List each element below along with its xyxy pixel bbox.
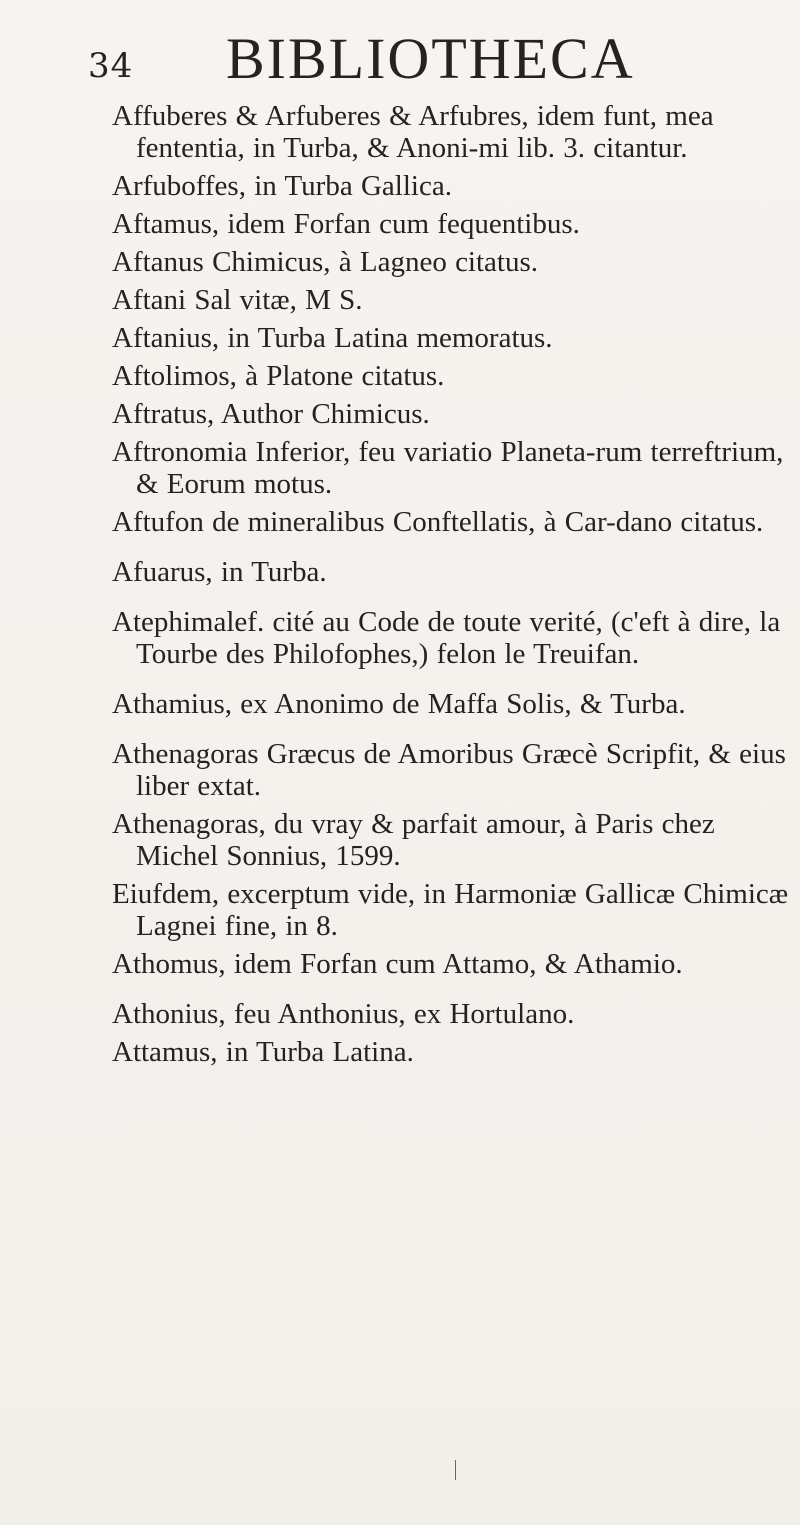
entry-arfuboffes: Arfuboffes, in Turba Gallica. — [112, 170, 452, 202]
running-head: BIBLIOTHECA — [226, 26, 635, 91]
entry-athenagoras-amour: Athenagoras, du vray & parfait amour, à Paris chez Michel Sonnius, 1599. — [112, 808, 715, 872]
entry-athomus: Athomus, idem Forfan cum Attamo, & Athamio. — [112, 948, 683, 980]
entry-eiufdem: Eiufdem, excerptum vide, in Harmoniæ Gallicæ Chimicæ Lagnei fine, in 8. — [112, 878, 789, 942]
printer-mark — [455, 1460, 456, 1480]
entry-aftamus: Aftamus, idem Forfan cum fequentibus. — [112, 208, 580, 240]
entry-aftratus: Aftratus, Author Chimicus. — [112, 398, 430, 430]
entry-athonius: Athonius, feu Anthonius, ex Hortulano. — [112, 998, 575, 1030]
entry-atephimalef: Atephimalef. cité au Code de toute verité, (c'eft à dire, la Tourbe des Philofophes,) felon le Treuifan. — [112, 606, 781, 670]
page-header — [88, 28, 728, 98]
entry-aftufon: Aftufon de mineralibus Conftellatis, à Car-dano citatus. — [112, 506, 764, 538]
entry-affuberes: Affuberes & Arfuberes & Arfubres, idem funt, mea fententia, in Turba, & Anoni-mi lib. 3. citantur. — [112, 100, 714, 164]
entry-afuarus: Afuarus, in Turba. — [112, 556, 327, 588]
entry-aftanius: Aftanius, in Turba Latina memoratus. — [112, 322, 553, 354]
entry-aftani-sal: Aftani Sal vitæ, M S. — [112, 284, 363, 316]
entry-attamus: Attamus, in Turba Latina. — [112, 1036, 414, 1068]
entry-athamius: Athamius, ex Anonimo de Maffa Solis, & Turba. — [112, 688, 686, 720]
entry-aftronomia: Aftronomia Inferior, feu variatio Planeta-rum terreftrium, & Eorum motus. — [112, 436, 784, 500]
bibliography-entries — [112, 100, 792, 1074]
page-number: 34 — [88, 46, 134, 86]
entry-aftolimos: Aftolimos, à Platone citatus. — [112, 360, 445, 392]
entry-aftanus: Aftanus Chimicus, à Lagneo citatus. — [112, 246, 539, 278]
entry-athenagoras-graecus: Athenagoras Græcus de Amoribus Græcè Scripfit, & eius liber extat. — [112, 738, 786, 802]
